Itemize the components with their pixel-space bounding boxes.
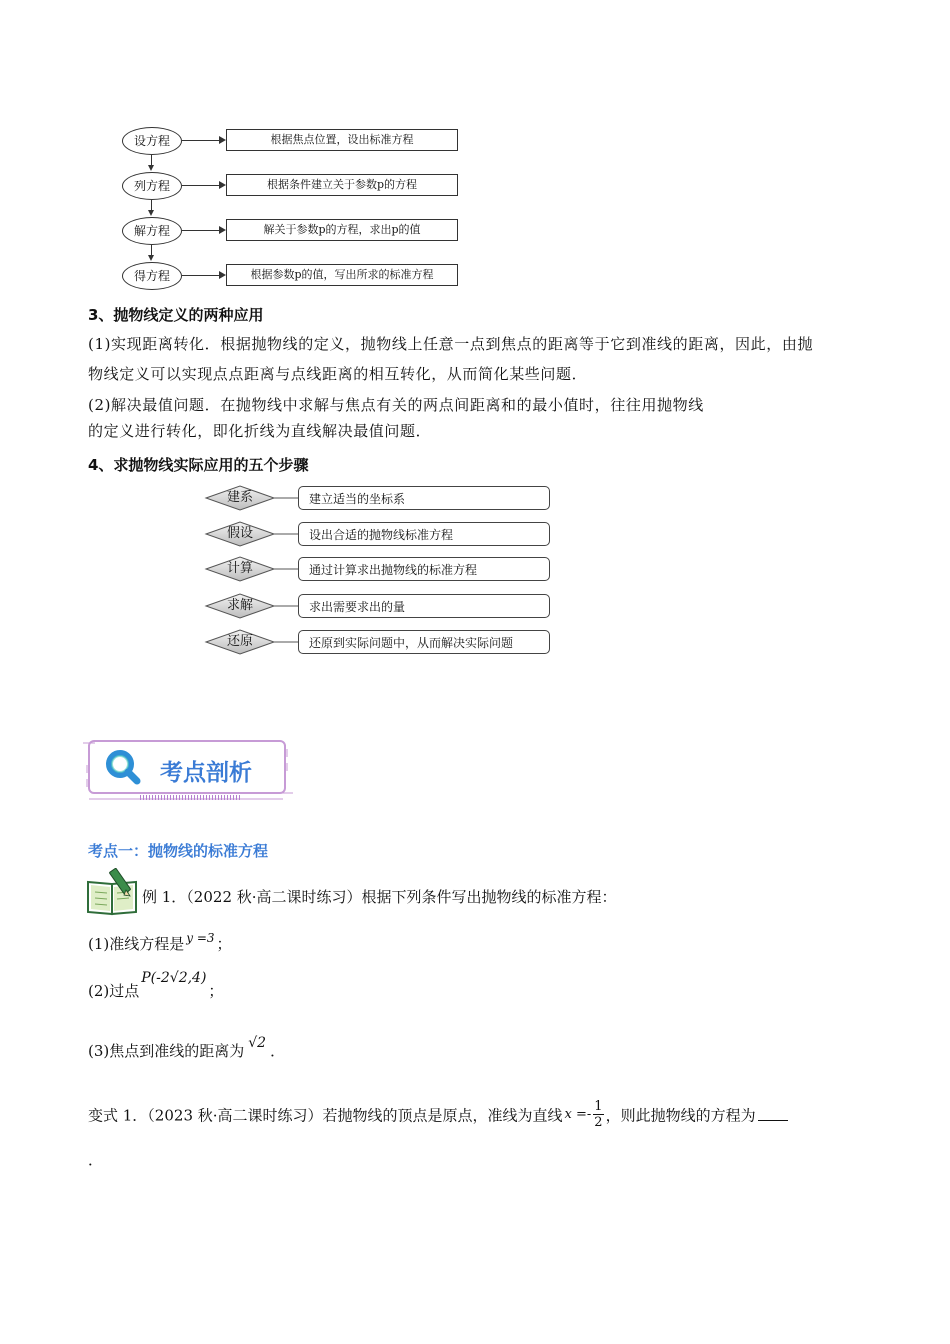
example-1-item-3-suffix: ． [270,1042,286,1060]
flow2-step-box: 建立适当的坐标系 [298,486,550,510]
example-1-item-3-prefix: (3)焦点到准线的距离为 [88,1042,245,1060]
variant-1-fraction [593,1099,603,1130]
flow2-step-box: 求出需要求出的量 [298,594,550,618]
flow1-connector [182,140,220,141]
book-pencil-icon [86,868,140,916]
section-3-paragraph-2-line-2: 的定义进行转化，即化折线为直线解决最值问题． [88,422,432,440]
flow2-step-label: 计算 [226,561,253,576]
flow1-step-box: 根据条件建立关于参数p的方程 [226,174,458,196]
example-1-item-3-math: √2 [248,1035,267,1051]
example-1-prompt: 例 1．（2022 秋·高二课时练习）根据下列条件写出抛物线的标准方程： [142,888,617,906]
flow1-step-oval: 得方程 [122,262,182,290]
variant-1-prefix: 变式 1．（2023 秋·高二课时练习）若抛物线的顶点是原点，准线为直线 [88,1106,563,1125]
flow1-step-box: 根据焦点位置，设出标准方程 [226,129,458,151]
flow1-step-oval: 列方程 [122,172,182,200]
badge-title: 考点剖析 [160,760,252,786]
section-3-paragraph-1-line-1: (1)实现距离转化．根据抛物线的定义，抛物线上任意一点到焦点的距离等于它到准线的距离，因此，由抛 [88,335,814,353]
flow2-step-box: 设出合适的抛物线标准方程 [298,522,550,546]
variant-1-suffix: ，则此抛物线的方程为 [605,1106,756,1125]
section-3-paragraph-2-line-1: (2)解决最值问题．在抛物线中求解与焦点有关的两点间距离和的最小值时，往往用抛物线 [88,396,704,414]
badge-stripes [140,795,240,800]
flow1-connector [182,230,220,231]
flow2-step-label: 求解 [226,598,253,613]
example-1-item-1 [88,931,232,955]
variant-1-end-mark: ． [88,1151,104,1169]
example-1-item-3 [88,1035,286,1062]
flow2-step-box: 还原到实际问题中，从而解决实际问题 [298,630,550,654]
example-1-item-2-prefix: (2)过点 [88,982,140,1000]
flow1-arrow-right [219,181,226,189]
flow1-arrow-down [148,210,154,216]
variant-1-fraction-denominator: 2 [594,1115,603,1130]
flow1-step-oval: 设方程 [122,127,182,155]
flow1-arrow-right [219,226,226,234]
flow2-step-label: 建系 [226,490,253,505]
variant-1-math-lhs: x =- [564,1106,592,1122]
flow1-connector [182,185,220,186]
section-3-paragraph-1-line-2: 物线定义可以实现点点距离与点线距离的相互转化，从而简化某些问题． [88,365,588,383]
flow1-step-box: 解关于参数p的方程，求出p的值 [226,219,458,241]
section-3-heading: 3、抛物线定义的两种应用 [88,306,264,324]
example-1-item-1-suffix: ； [216,935,232,953]
example-1-item-1-math: y =3 [186,931,215,945]
flow1-step-box: 根据参数p的值，写出所求的标准方程 [226,264,458,286]
flow1-arrow-right [219,271,226,279]
example-1-item-2-suffix: ； [208,982,224,1000]
flow1-step-oval: 解方程 [122,217,182,245]
flow1-arrow-right [219,136,226,144]
example-1-item-2-math: P(-2√2,4) [141,970,207,986]
example-1-item-2 [88,970,224,1002]
section-4-heading: 4、求抛物线实际应用的五个步骤 [88,456,309,474]
magnifier-icon [104,748,144,788]
flow1-connector [182,275,220,276]
topic-heading: 考点一：抛物线的标准方程 [88,842,269,860]
example-1-item-1-prefix: (1)准线方程是 [88,935,185,953]
flow2-step-label: 还原 [226,634,253,649]
variant-1-answer-blank[interactable] [758,1105,788,1121]
flow1-arrow-down [148,255,154,261]
flow2-step-box: 通过计算求出抛物线的标准方程 [298,557,550,581]
flow2-step-label: 假设 [226,526,253,541]
variant-1-fraction-numerator: 1 [594,1099,603,1114]
variant-1 [88,1101,788,1132]
flow1-arrow-down [148,165,154,171]
